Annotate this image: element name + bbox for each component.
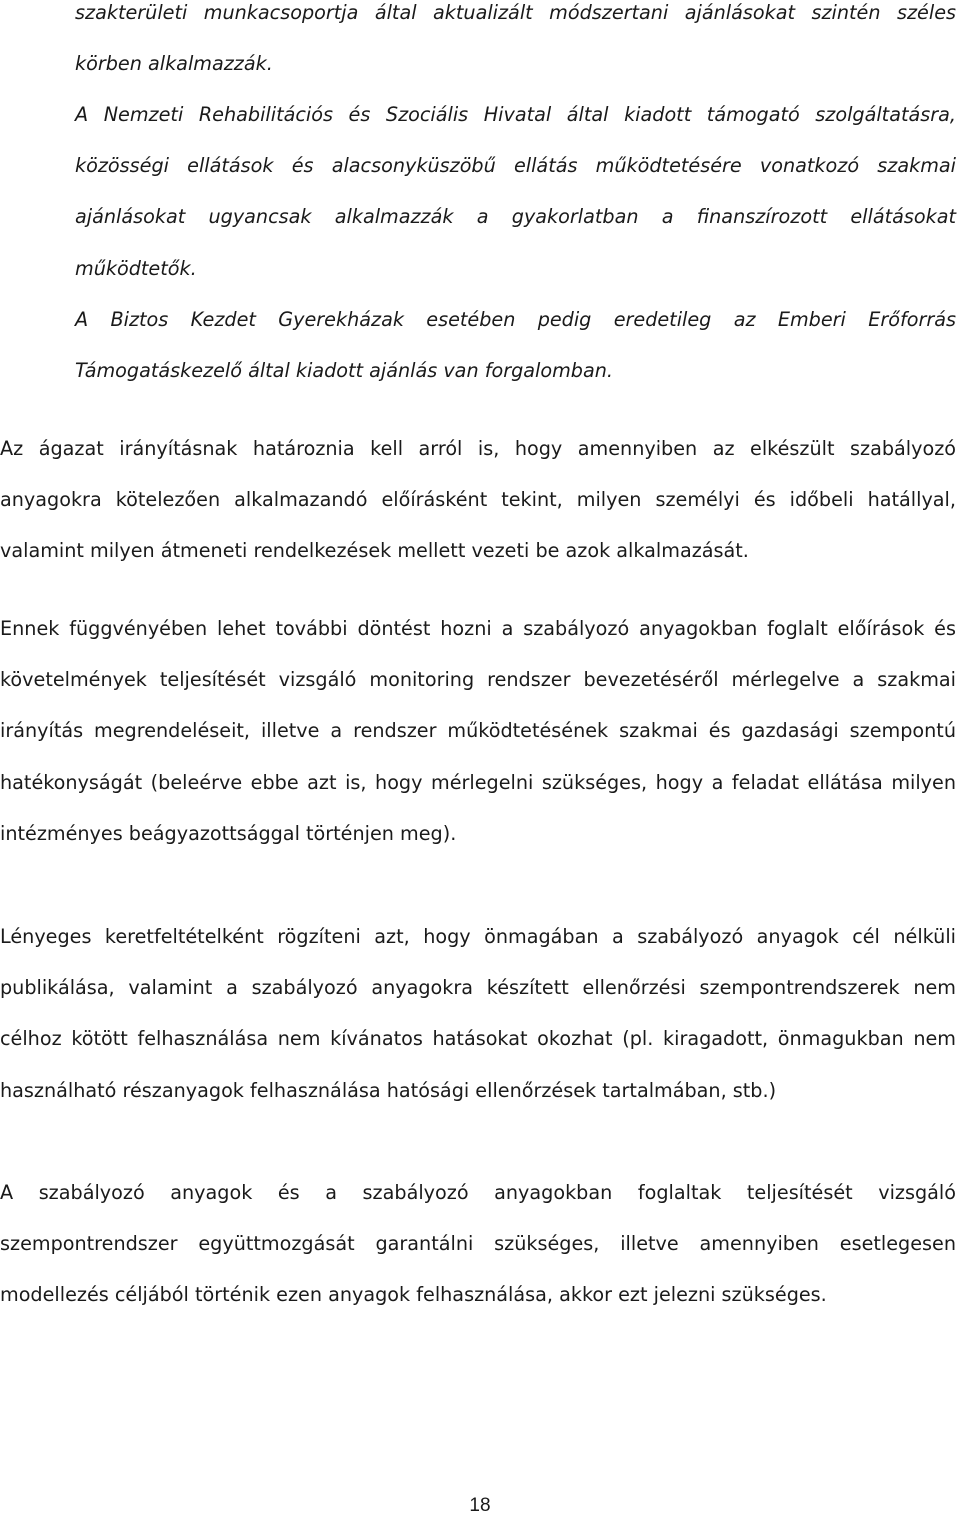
paragraph-nrszh-recommendations: A Nemzeti Rehabilitációs és Szociális Hivatal által kiadott támogató szolgáltatásra, közösségi ellátások és alacsonyküszöbű ellátás működtetésére vonatkozó szakmai ajánlásokat ugyancsak alkalmazzák a gyakorlatban a finanszírozott ellátásokat működtetők. xyxy=(75,103,956,280)
page-number: 18 xyxy=(469,1495,491,1516)
paragraph-monitoring-system: Ennek függvényében lehet további döntést hozni a szabályozó anyagokban foglalt előírások és követelmények teljesítését vizsgáló monitoring rendszer bevezetéséről mérlegelve a szakmai irányítás megrendeléseit, illetve a rendszer működtetésének szakmai és gazdasági szempontú hatékonyságát (beleérve ebbe azt is, hogy mérlegelni szükséges, hogy a feladat ellátása milyen intézményes beágyazottsággal történjen meg). xyxy=(0,617,956,845)
paragraph-framework-conditions: Lényeges keretfeltételként rögzíteni azt, hogy önmagában a szabályozó anyagok cél nélküli publikálása, valamint a szabályozó anyagokra készített ellenőrzési szempontrendszerek nem célhoz kötött felhasználása nem kívánatos hatásokat okozhat (pl. kiragadott, önmagukban nem használható részanyagok felhasználása hatósági ellenőrzések tartalmában, stb.) xyxy=(0,925,956,1102)
paragraph-methodology-recommendations: szakterületi munkacsoportja által aktualizált módszertani ajánlásokat szintén széles körben alkalmazzák. xyxy=(75,1,956,76)
paragraph-biztos-kezdet: A Biztos Kezdet Gyerekházak esetében pedig eredetileg az Emberi Erőforrás Támogatáskezelő által kiadott ajánlás van forgalomban. xyxy=(75,308,956,383)
paragraph-co-movement: A szabályozó anyagok és a szabályozó anyagokban foglaltak teljesítését vizsgáló szempontrendszer együttmozgását garantálni szükséges, illetve amennyiben esetlegesen modellezés céljából történik ezen anyagok felhasználása, akkor ezt jelezni szükséges. xyxy=(0,1181,956,1307)
paragraph-sector-governance: Az ágazat irányításnak határoznia kell arról is, hogy amennyiben az elkészült szabályozó anyagokra kötelezően alkalmazandó előírásként tekint, milyen személyi és időbeli hatállyal, valamint milyen átmeneti rendelkezések mellett vezeti be azok alkalmazását. xyxy=(0,437,956,563)
